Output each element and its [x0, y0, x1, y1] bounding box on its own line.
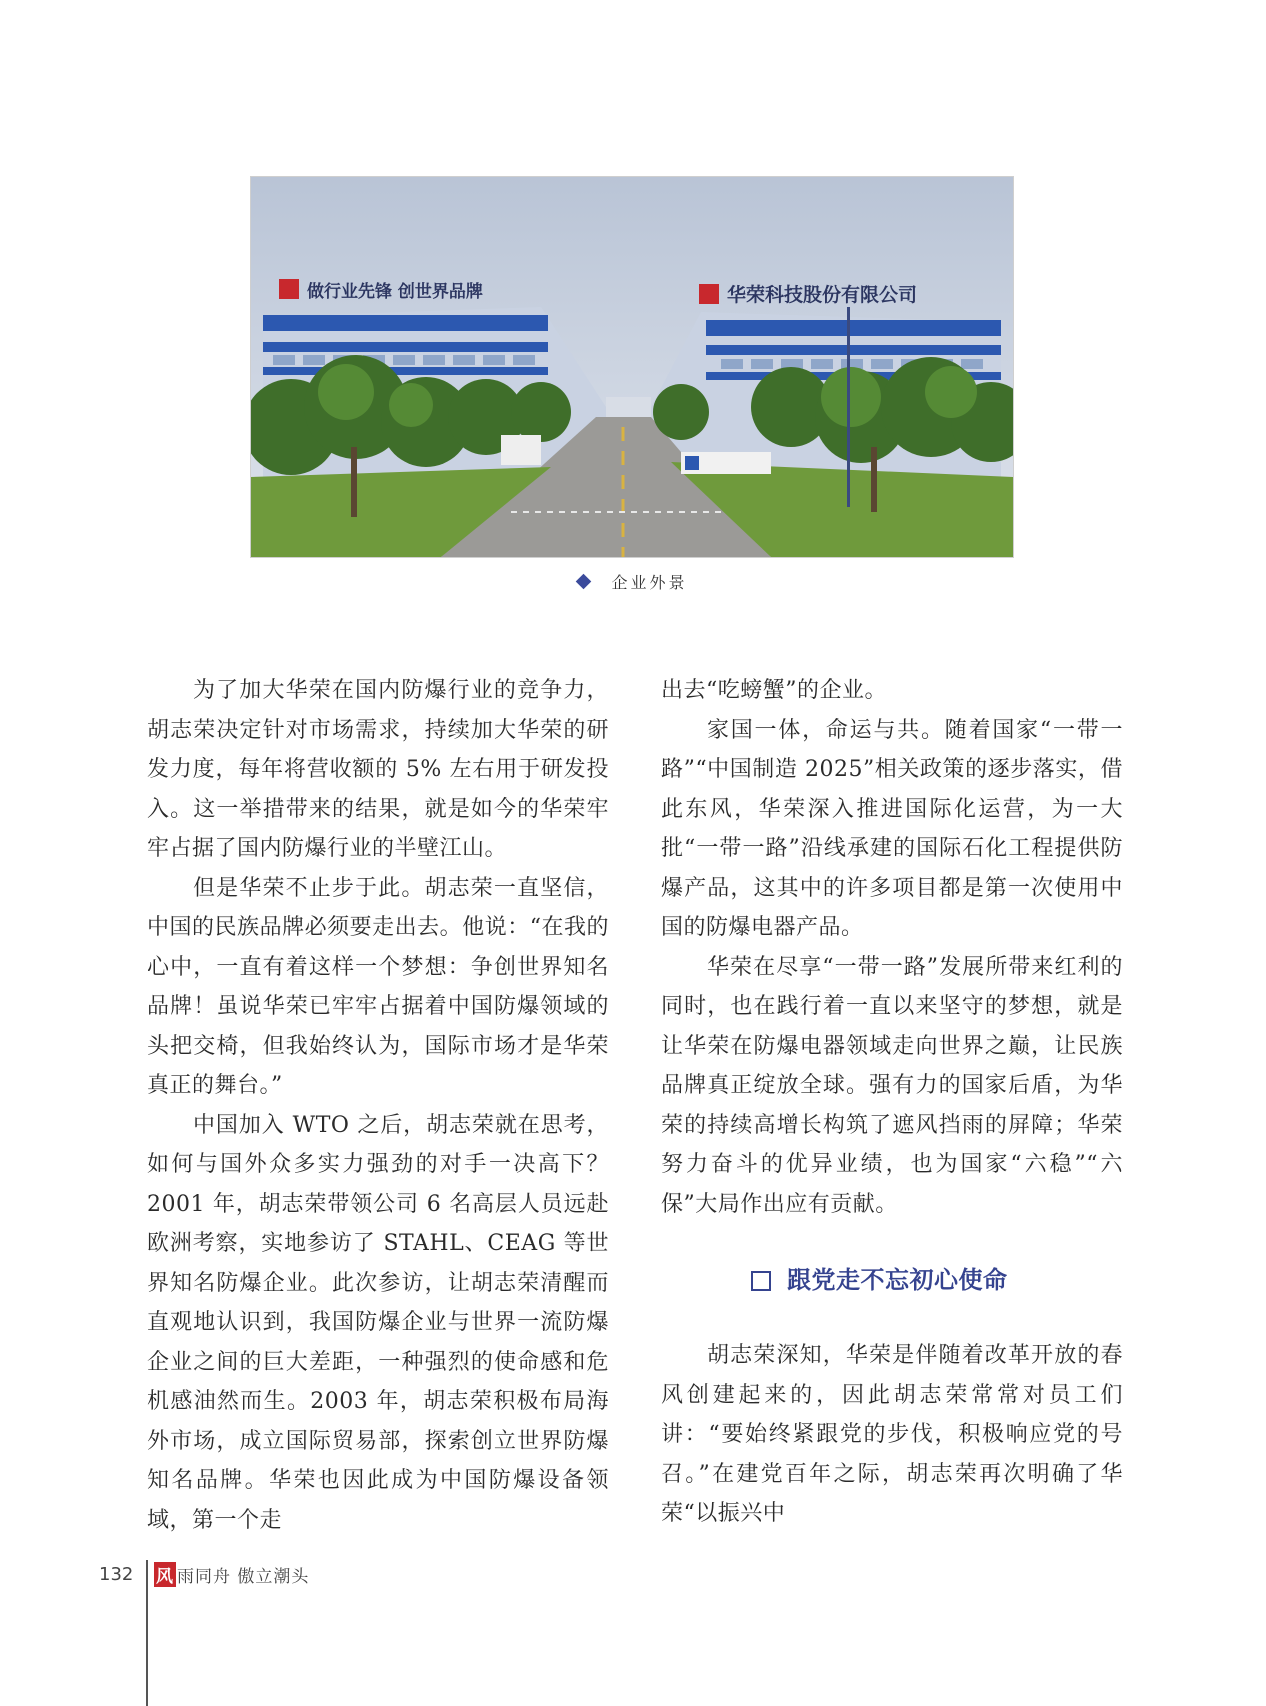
paragraph: 胡志荣深知，华荣是伴随着改革开放的春风创建起来的，因此胡志荣常常对员工们讲：“要始终紧跟党的步伐，积极响应党的号召。”在建党百年之际，胡志荣再次明确了华荣“以振兴中 [661, 1343, 1123, 1526]
left-column [147, 671, 609, 1540]
right-column [661, 671, 1123, 1534]
paragraph: 华荣在尽享“一带一路”发展所带来红利的同时，也在践行着一直以来坚守的梦想，就是让华荣在防爆电器领域走向世界之巅，让民族品牌真正绽放全球。强有力的国家后盾，为华荣的持续高增长构筑了遮风挡雨的屏障；华荣努力奋斗的优异业绩，也为国家“六稳”“六保”大局作出应有贡献。 [661, 954, 1123, 1217]
paragraph: 家国一体，命运与共。随着国家“一带一路”“中国制造 2025”相关政策的逐步落实，借此东风，华荣深入推进国际化运营，为一大批“一带一路”沿线承建的国际石化工程提供防爆产品，这其中的许多项目都是第一次使用中国的防爆电器产品。 [661, 717, 1123, 940]
footer-divider [146, 1560, 148, 1706]
running-title [154, 1562, 309, 1587]
section-title: 跟党走不忘初心使命 [787, 1266, 1008, 1294]
page-number: 132 [99, 1564, 134, 1585]
running-title-text: 雨同舟 傲立潮头 [177, 1567, 310, 1587]
square-icon [751, 1271, 771, 1291]
section-heading [661, 1258, 1123, 1302]
title-badge: 风 [154, 1562, 176, 1587]
paragraph: 为了加大华荣在国内防爆行业的竞争力，胡志荣决定针对市场需求，持续加大华荣的研发力度，每年将营收额的 5% 左右用于研发投入。这一举措带来的结果，就是如今的华荣牢牢占据了国内防爆行业的半壁江山。 [147, 678, 609, 861]
caption-text: 企业外景 [611, 573, 688, 592]
left-roof-sign: 做行业先锋 创世界品牌 [307, 282, 483, 302]
diamond-icon [576, 574, 592, 590]
photo-caption [0, 570, 1266, 600]
paragraph: 中国加入 WTO 之后，胡志荣就在思考，如何与国外众多实力强劲的对手一决高下？2001 年，胡志荣带领公司 6 名高层人员远赴欧洲考察，实地参访了 STAHL、CEAG 等世界知名防爆企业。此次参访，让胡志荣清醒而直观地认识到，我国防爆企业与世界一流防爆企业之间的巨大差距，一种强烈的使命感和危机感油然而生。2003 年，胡志荣积极布局海外市场，成立国际贸易部，探索创立世界防爆知名品牌。华荣也因此成为中国防爆设备领域，第一个走 [147, 1112, 609, 1533]
paragraph-continuation: 出去“吃螃蟹”的企业。 [661, 678, 887, 703]
paragraph: 但是华荣不止步于此。胡志荣一直坚信，中国的民族品牌必须要走出去。他说：“在我的心中，一直有着这样一个梦想：争创世界知名品牌！虽说华荣已牢牢占据着中国防爆领域的头把交椅，但我始终认为，国际市场才是华荣真正的舞台。” [147, 875, 609, 1098]
right-roof-sign: 华荣科技股份有限公司 [727, 284, 918, 306]
factory-photo [250, 176, 1014, 558]
